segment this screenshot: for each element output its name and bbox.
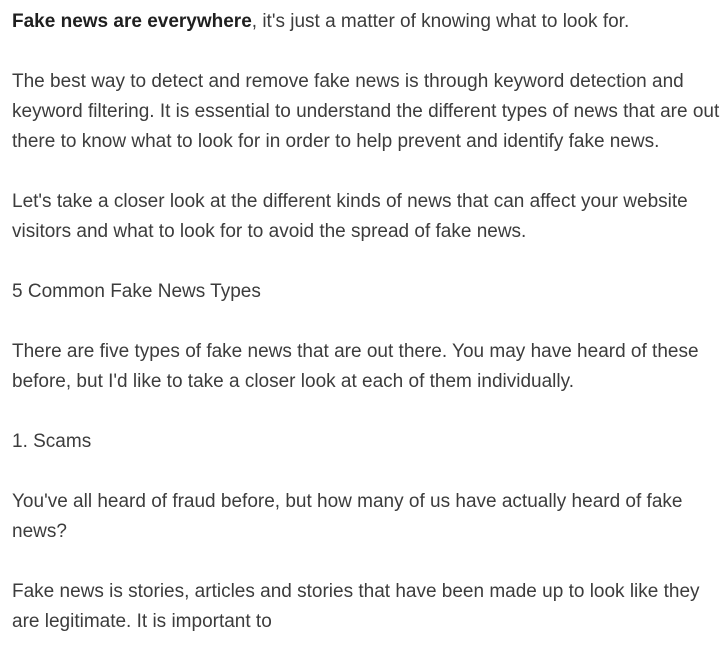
paragraph-five-types: There are five types of fake news that are out there. You may have heard of these before, but I'd like to take a closer look at each of them individually.: [12, 341, 699, 392]
intro-text: , it's just a matter of knowing what to look for.: [251, 11, 630, 32]
paragraph-definition: Fake news is stories, articles and stories that have been made up to look like they are legitimate. It is important to: [12, 581, 700, 632]
paragraph-detection: The best way to detect and remove fake news is through keyword detection and keyword filtering. It is essential to understand the different types of news that are out there to know what to look for in order to help prevent and identify fake news.: [12, 71, 720, 152]
section-heading-types: 5 Common Fake News Types: [12, 281, 261, 302]
section-heading-scams: 1. Scams: [12, 431, 92, 452]
paragraph-closer-look: Let's take a closer look at the different kinds of news that can affect your website visitors and what to look for to avoid the spread of fake news.: [12, 191, 688, 242]
intro-bold-text: Fake news are everywhere: [12, 11, 252, 32]
intro-paragraph: [12, 7, 720, 37]
paragraph-fraud: You've all heard of fraud before, but how many of us have actually heard of fake news?: [12, 491, 683, 542]
